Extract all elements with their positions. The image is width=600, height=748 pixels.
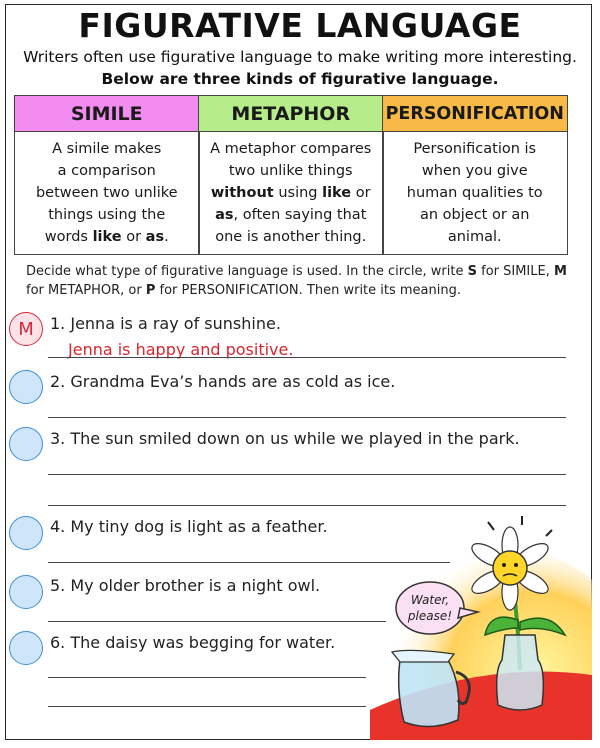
simile-desc-text: words — [44, 229, 93, 245]
answer-line[interactable] — [48, 474, 566, 475]
answer-circle-5[interactable] — [9, 575, 43, 609]
simile-desc-line: A simile makes — [52, 141, 162, 157]
letter-s: S — [467, 264, 477, 279]
metaphor-header: METAPHOR — [199, 96, 383, 132]
metaphor-desc-text: , often saying that — [233, 207, 367, 223]
keyword-without: without — [210, 185, 274, 201]
question-1: 1. Jenna is a ray of sunshine. — [50, 314, 281, 333]
figurative-types-table — [14, 95, 566, 255]
metaphor-desc-line: two unlike things — [228, 163, 353, 179]
simile-description — [15, 132, 199, 254]
speech-bubble — [396, 582, 464, 634]
question-6: 6. The daisy was begging for water. — [50, 633, 336, 652]
answer-line[interactable] — [48, 417, 566, 418]
metaphor-desc-text: or — [351, 185, 371, 201]
simile-desc-line: things using the — [48, 207, 166, 223]
instructions — [26, 262, 576, 300]
answer-line[interactable] — [48, 706, 366, 707]
daisy-face — [493, 551, 527, 585]
answer-circle-3[interactable] — [9, 427, 43, 461]
bubble-text-1: Water, — [410, 593, 450, 607]
glass-vase — [497, 635, 544, 710]
personification-column — [382, 95, 568, 255]
simile-column — [14, 95, 200, 255]
keyword-as: as — [215, 207, 234, 223]
keyword-like: like — [92, 229, 122, 245]
simile-desc-text: . — [164, 229, 169, 245]
example-answer: Jenna is happy and positive. — [68, 340, 294, 359]
question-2: 2. Grandma Eva’s hands are as cold as ice. — [50, 372, 396, 391]
subtitle-kinds: Below are three kinds of figurative language. — [101, 70, 499, 88]
instructions-text: for SIMILE, — [476, 264, 554, 279]
question-4: 4. My tiny dog is light as a feather. — [50, 517, 328, 536]
water-pitcher — [399, 660, 459, 727]
metaphor-desc-line: A metaphor compares — [210, 141, 372, 157]
instructions-text: for METAPHOR, or — [26, 283, 146, 298]
metaphor-desc-text: using — [273, 185, 323, 201]
answer-circle-example[interactable]: M — [9, 312, 43, 346]
simile-desc-text: or — [121, 229, 146, 245]
subtitle-intro: Writers often use figurative language to make writing more interesting. — [23, 48, 577, 66]
answer-line[interactable] — [48, 505, 566, 506]
answer-circle-2[interactable] — [9, 370, 43, 404]
simile-desc-line: between two unlike — [35, 185, 178, 201]
answer-circle-6[interactable] — [9, 631, 43, 665]
answer-circle-4[interactable] — [9, 516, 43, 550]
instructions-text: Decide what type of figurative language is used. In the circle, write — [26, 264, 468, 279]
answer-line[interactable] — [48, 621, 386, 622]
simile-header: SIMILE — [15, 96, 199, 132]
metaphor-description — [199, 132, 383, 254]
answer-line[interactable] — [48, 677, 366, 678]
personification-desc-text: Personification is when you give human qualities to an object or an animal. — [406, 141, 543, 245]
keyword-like: like — [322, 185, 352, 201]
simile-desc-line: a comparison — [57, 163, 156, 179]
keyword-as: as — [145, 229, 165, 245]
page-title: FIGURATIVE LANGUAGE — [78, 6, 522, 45]
instructions-text: for PERSONIFICATION. Then write its meaning. — [155, 283, 461, 298]
personification-header: PERSONIFICATION — [383, 96, 567, 132]
question-3: 3. The sun smiled down on us while we played in the park. — [50, 429, 520, 448]
letter-m: M — [553, 264, 567, 279]
personification-description — [383, 132, 567, 254]
daisy-illustration — [370, 510, 592, 740]
bubble-text-2: please! — [407, 609, 453, 623]
answer-line[interactable] — [48, 357, 566, 358]
motion-marks — [488, 516, 552, 536]
metaphor-column — [198, 95, 384, 255]
metaphor-desc-line: one is another thing. — [215, 229, 367, 245]
letter-p: P — [145, 283, 156, 298]
question-5: 5. My older brother is a night owl. — [50, 576, 321, 595]
